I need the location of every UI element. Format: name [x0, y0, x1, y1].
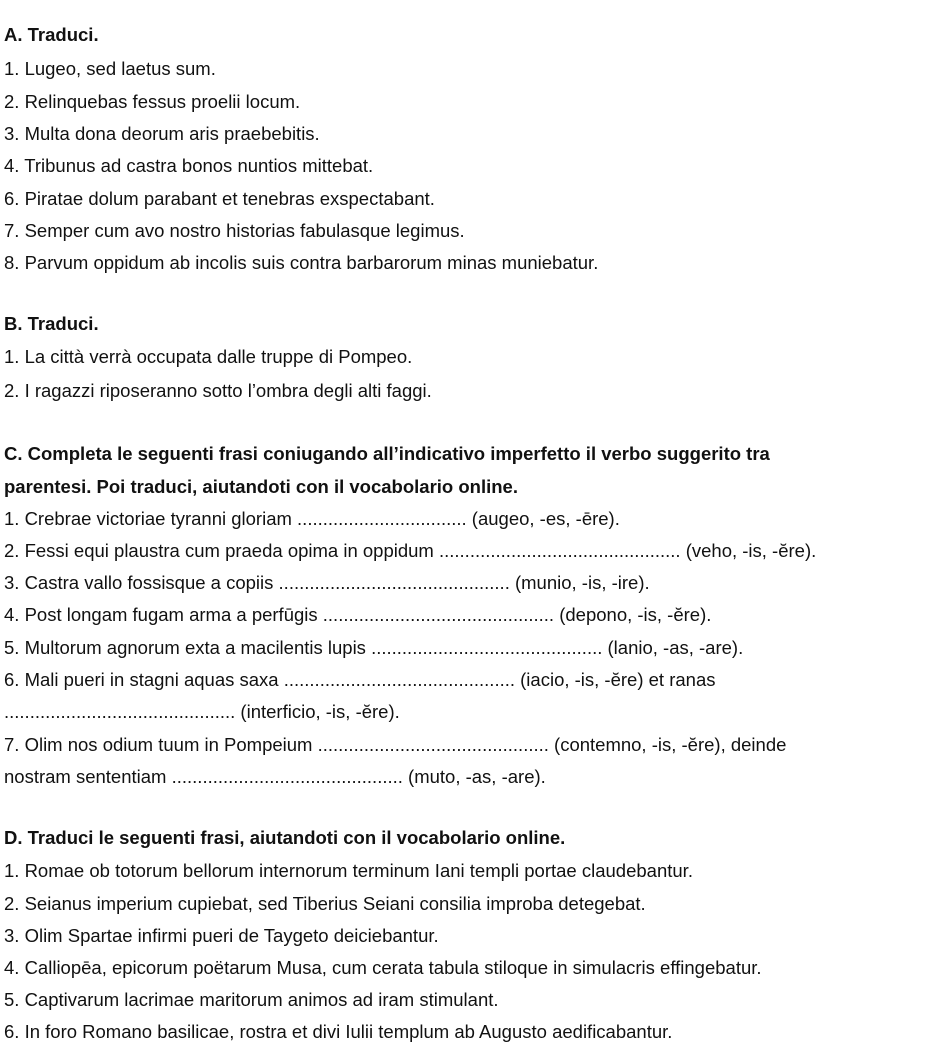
- section-a-item: 1. Lugeo, sed laetus sum.: [4, 58, 216, 79]
- section-a-item: 8. Parvum oppidum ab incolis suis contra barbarorum minas muniebatur.: [4, 252, 599, 273]
- section-b-item: 2. I ragazzi riposeranno sotto l’ombra degli alti faggi.: [4, 380, 432, 401]
- section-c-line: 5. Multorum agnorum exta a macilentis lupis ............................................. (lanio, -as, -are).: [4, 637, 744, 658]
- section-c-line: 2. Fessi equi plaustra cum praeda opima in oppidum ............................................... (veho, -is, -ĕre).: [4, 540, 817, 561]
- section-a-item: 7. Semper cum avo nostro historias fabulasque legimus.: [4, 220, 465, 241]
- section-c-line: ............................................. (interficio, -is, -ĕre).: [4, 701, 400, 722]
- section-d-heading: D. Traduci le seguenti frasi, aiutandoti con il vocabolario online.: [4, 827, 566, 848]
- section-a-item: 2. Relinquebas fessus proelii locum.: [4, 91, 301, 112]
- section-c-line: 6. Mali pueri in stagni aquas saxa ............................................. (iacio, -is, -ĕre) et ranas: [4, 669, 716, 690]
- section-d-item: 4. Calliopēa, epicorum poëtarum Musa, cum cerata tabula stiloque in simulacris effingebatur.: [4, 957, 762, 978]
- section-c-heading: C. Completa le seguenti frasi coniugando all’indicativo imperfetto il verbo suggerito tra: [4, 443, 770, 464]
- section-d-item: 6. In foro Romano basilicae, rostra et divi Iulii templum ab Augusto aedificabantur.: [4, 1021, 673, 1042]
- section-c-line: 3. Castra vallo fossisque a copiis ............................................. (munio, -is, -ire).: [4, 572, 650, 593]
- section-a-heading: A. Traduci.: [4, 24, 99, 45]
- section-d-item: 2. Seianus imperium cupiebat, sed Tiberius Seiani consilia improba detegebat.: [4, 893, 646, 914]
- section-d-item: 5. Captivarum lacrimae maritorum animos ad iram stimulant.: [4, 989, 499, 1010]
- section-c-line: 4. Post longam fugam arma a perfūgis ............................................. (depono, -is, -ĕre).: [4, 604, 712, 625]
- section-b-heading: B. Traduci.: [4, 313, 99, 334]
- section-a-item: 6. Piratae dolum parabant et tenebras exspectabant.: [4, 188, 435, 209]
- section-c-heading-cont: parentesi. Poi traduci, aiutandoti con il vocabolario online.: [4, 476, 518, 497]
- section-a-item: 3. Multa dona deorum aris praebebitis.: [4, 123, 320, 144]
- section-a-item: 4. Tribunus ad castra bonos nuntios mittebat.: [4, 155, 374, 176]
- section-d-item: 3. Olim Spartae infirmi pueri de Taygeto deiciebantur.: [4, 925, 439, 946]
- section-c-line: 1. Crebrae victoriae tyranni gloriam ................................. (augeo, -es, -ēre).: [4, 508, 620, 529]
- section-d-item: 1. Romae ob totorum bellorum internorum terminum Iani templi portae claudebantur.: [4, 860, 693, 881]
- section-c-line: nostram sententiam ............................................. (muto, -as, -are).: [4, 766, 546, 787]
- section-c-line: 7. Olim nos odium tuum in Pompeium ............................................. (contemno, -is, -ĕre), deinde: [4, 734, 787, 755]
- section-b-item: 1. La città verrà occupata dalle truppe di Pompeo.: [4, 346, 413, 367]
